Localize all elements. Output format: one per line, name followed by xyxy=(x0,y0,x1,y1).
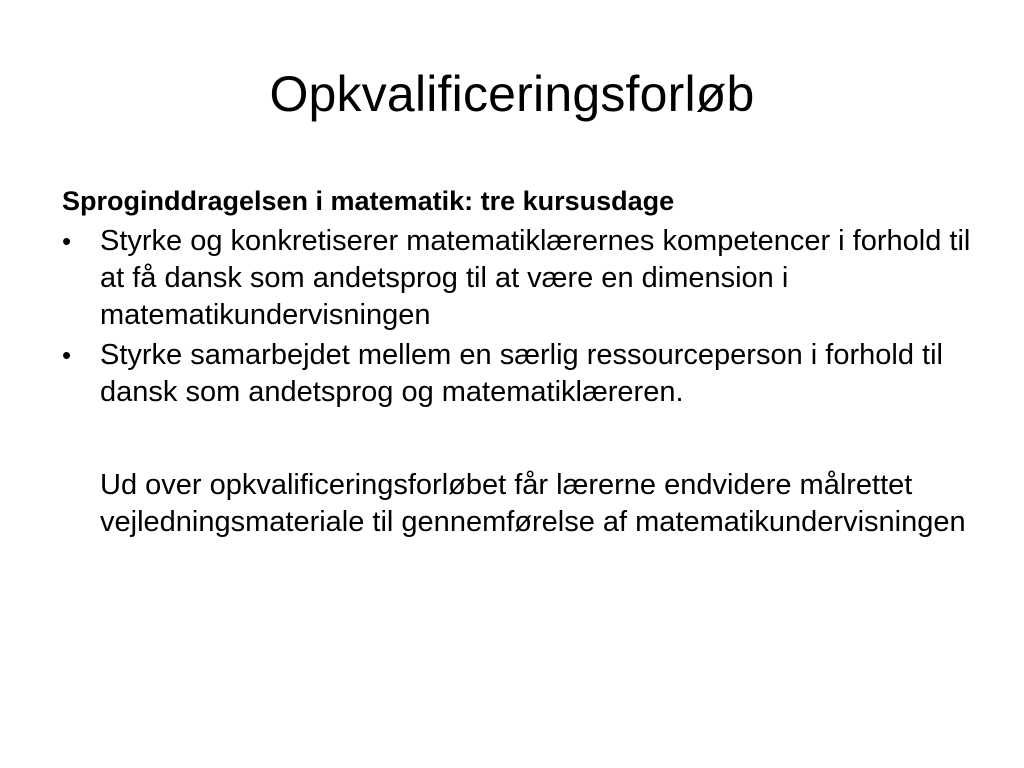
subheading: Sproginddragelsen i matematik: tre kursusdage xyxy=(62,186,675,216)
bullet-text: Styrke og konkretiserer matematiklærernes kompetencer i forhold til at få dansk som andetsprog til at være en dimension i matematikundervisningen xyxy=(100,225,971,331)
bullet-icon: • xyxy=(62,226,72,256)
bullet-list xyxy=(62,223,972,411)
bullet-item xyxy=(62,337,972,411)
bullet-icon: • xyxy=(62,340,72,370)
bullet-text: Styrke samarbejdet mellem en særlig ressourceperson i forhold til dansk som andetsprog og matematiklæreren. xyxy=(100,339,943,408)
bullet-item xyxy=(62,223,972,334)
slide-title: Opkvalificeringsforløb xyxy=(269,66,755,122)
slide-content xyxy=(62,183,972,541)
closing-paragraph: Ud over opkvalificeringsforløbet får lærerne endvidere målrettet vejledningsmateriale til gennemførelse af matematikundervisningen xyxy=(100,469,966,538)
